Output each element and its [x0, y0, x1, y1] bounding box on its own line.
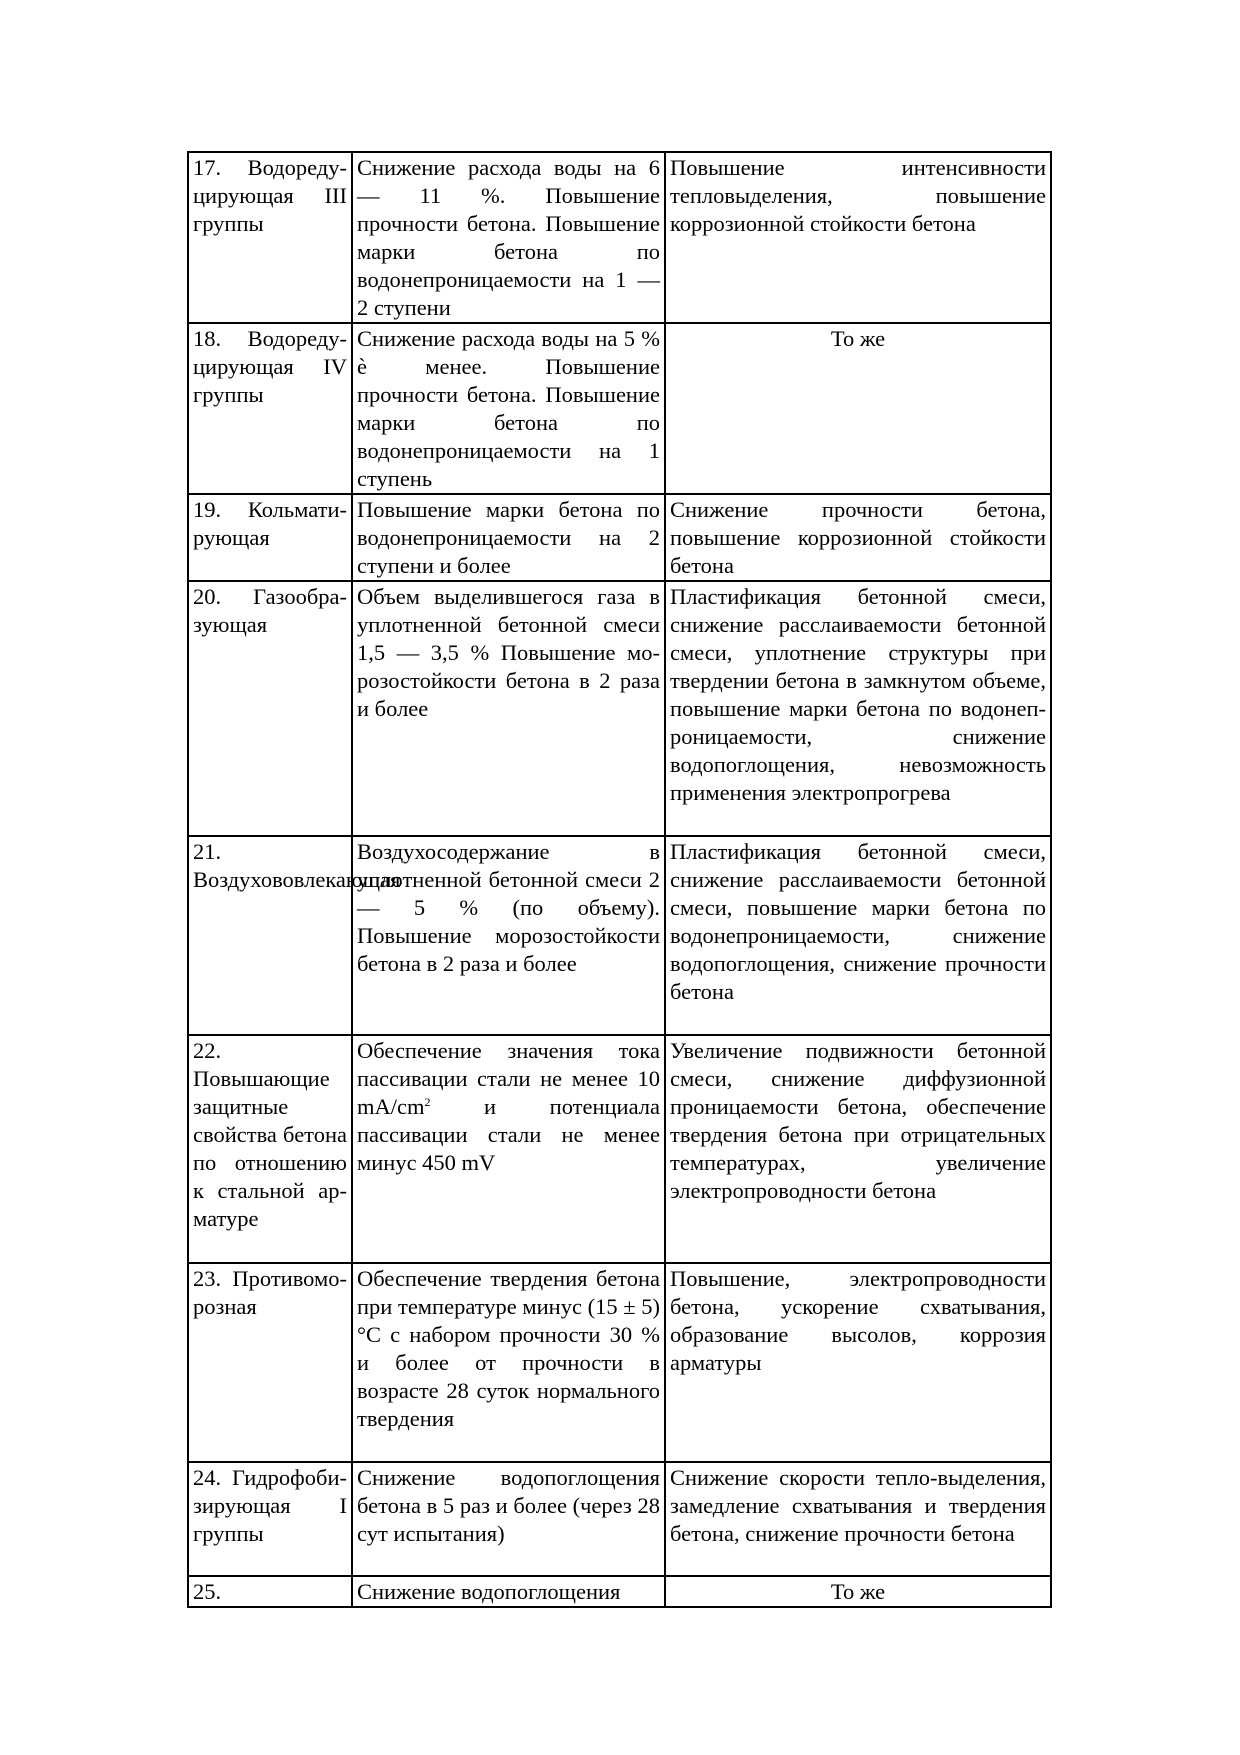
additive-name-cell: 20. Газообра-зующая — [188, 581, 352, 836]
main-effect-cell: Воздухосодержание в уплотненной бетонной смеси 2 — 5 % (по объему). Повышение морозостойкости бетона в 2 раза и более — [352, 836, 665, 1035]
additive-name-cell: 22. Повышающие защитные свойства бетона по отношению к стальной ар-матуре — [188, 1035, 352, 1263]
table-row — [188, 836, 1051, 1035]
additive-name-cell: 21. Воздухововлекающая — [188, 836, 352, 1035]
side-effect-cell: Пластификация бетонной смеси, снижение расслаиваемости бетонной смеси, уплотнение структуры при твердении бетона в замкнутом объеме, повышение марки бетона по водонеп-роницаемости, снижение водопоглощения, невозможность применения электропрогрева — [665, 581, 1051, 836]
main-effect-cell: Снижение водопоглощения — [352, 1576, 665, 1607]
side-effect-cell: То же — [665, 1576, 1051, 1607]
table-row — [188, 1576, 1051, 1607]
additive-name-cell: 24. Гидрофоби-зирующая I группы — [188, 1462, 352, 1576]
table-row — [188, 1263, 1051, 1462]
additives-table — [187, 151, 1052, 1608]
additive-name-cell: 19. Кольмати-рующая — [188, 494, 352, 581]
main-effect-cell: Снижение водопоглощения бетона в 5 раз и более (через 28 сут испытания) — [352, 1462, 665, 1576]
side-effect-cell: Увеличение подвижности бетонной смеси, снижение диффузионной проницаемости бетона, обеспечение твердения бетона при отрицательных температурах, увеличение электропроводности бетона — [665, 1035, 1051, 1263]
table-row — [188, 1035, 1051, 1263]
additive-name-cell: 17. Водореду-цирующая III группы — [188, 152, 352, 323]
side-effect-cell: Снижение скорости тепло-выделения, замедление схватывания и твердения бетона, снижение прочности бетона — [665, 1462, 1051, 1576]
main-effect-cell: Повышение марки бетона по водонепроницаемости на 2 ступени и более — [352, 494, 665, 581]
additive-name-cell: 18. Водореду-цирующая IV группы — [188, 323, 352, 494]
main-effect-cell: Объем выделившегося газа в уплотненной бетонной смеси 1,5 — 3,5 % Повышение мо-розостойкости бетона в 2 раза и более — [352, 581, 665, 836]
side-effect-cell: Повышение интенсивности тепловыделения, повышение коррозионной стойкости бетона — [665, 152, 1051, 323]
side-effect-cell: То же — [665, 323, 1051, 494]
superscript: 2 — [424, 1095, 431, 1109]
additive-name-cell: 23. Противомо-розная — [188, 1263, 352, 1462]
table-row — [188, 494, 1051, 581]
side-effect-cell: Пластификация бетонной смеси, снижение расслаиваемости бетонной смеси, повышение марки бетона по водонепроницаемости, снижение водопоглощения, снижение прочности бетона — [665, 836, 1051, 1035]
main-effect-cell: Обеспечение твердения бетона при температуре минус (15 ± 5)°С с набором прочности 30 % и более от прочности в возрасте 28 суток нормального твердения — [352, 1263, 665, 1462]
additive-name-cell: 25. — [188, 1576, 352, 1607]
table-row — [188, 581, 1051, 836]
main-effect-cell: Снижение расхода воды на 6 — 11 %. Повышение прочности бетона. Повышение марки бетона по водонепроницаемости на 1 — 2 ступени — [352, 152, 665, 323]
main-effect-cell: Снижение расхода воды на 5 % è менее. Повышение прочности бетона. Повышение марки бетона по водонепроницаемости на 1 ступень — [352, 323, 665, 494]
table-row — [188, 323, 1051, 494]
side-effect-cell: Повышение, электропроводности бетона, ускорение схватывания, образование высолов, коррозия арматуры — [665, 1263, 1051, 1462]
table-row — [188, 1462, 1051, 1576]
side-effect-cell: Снижение прочности бетона, повышение коррозионной стойкости бетона — [665, 494, 1051, 581]
effect-text: и потенциала пассивации стали не менее минус 450 mV — [357, 1094, 660, 1175]
table-row — [188, 152, 1051, 323]
effect-text: Обеспечение значения тока пассивации стали не менее 10 mA/cm — [357, 1038, 660, 1119]
main-effect-cell — [352, 1035, 665, 1263]
